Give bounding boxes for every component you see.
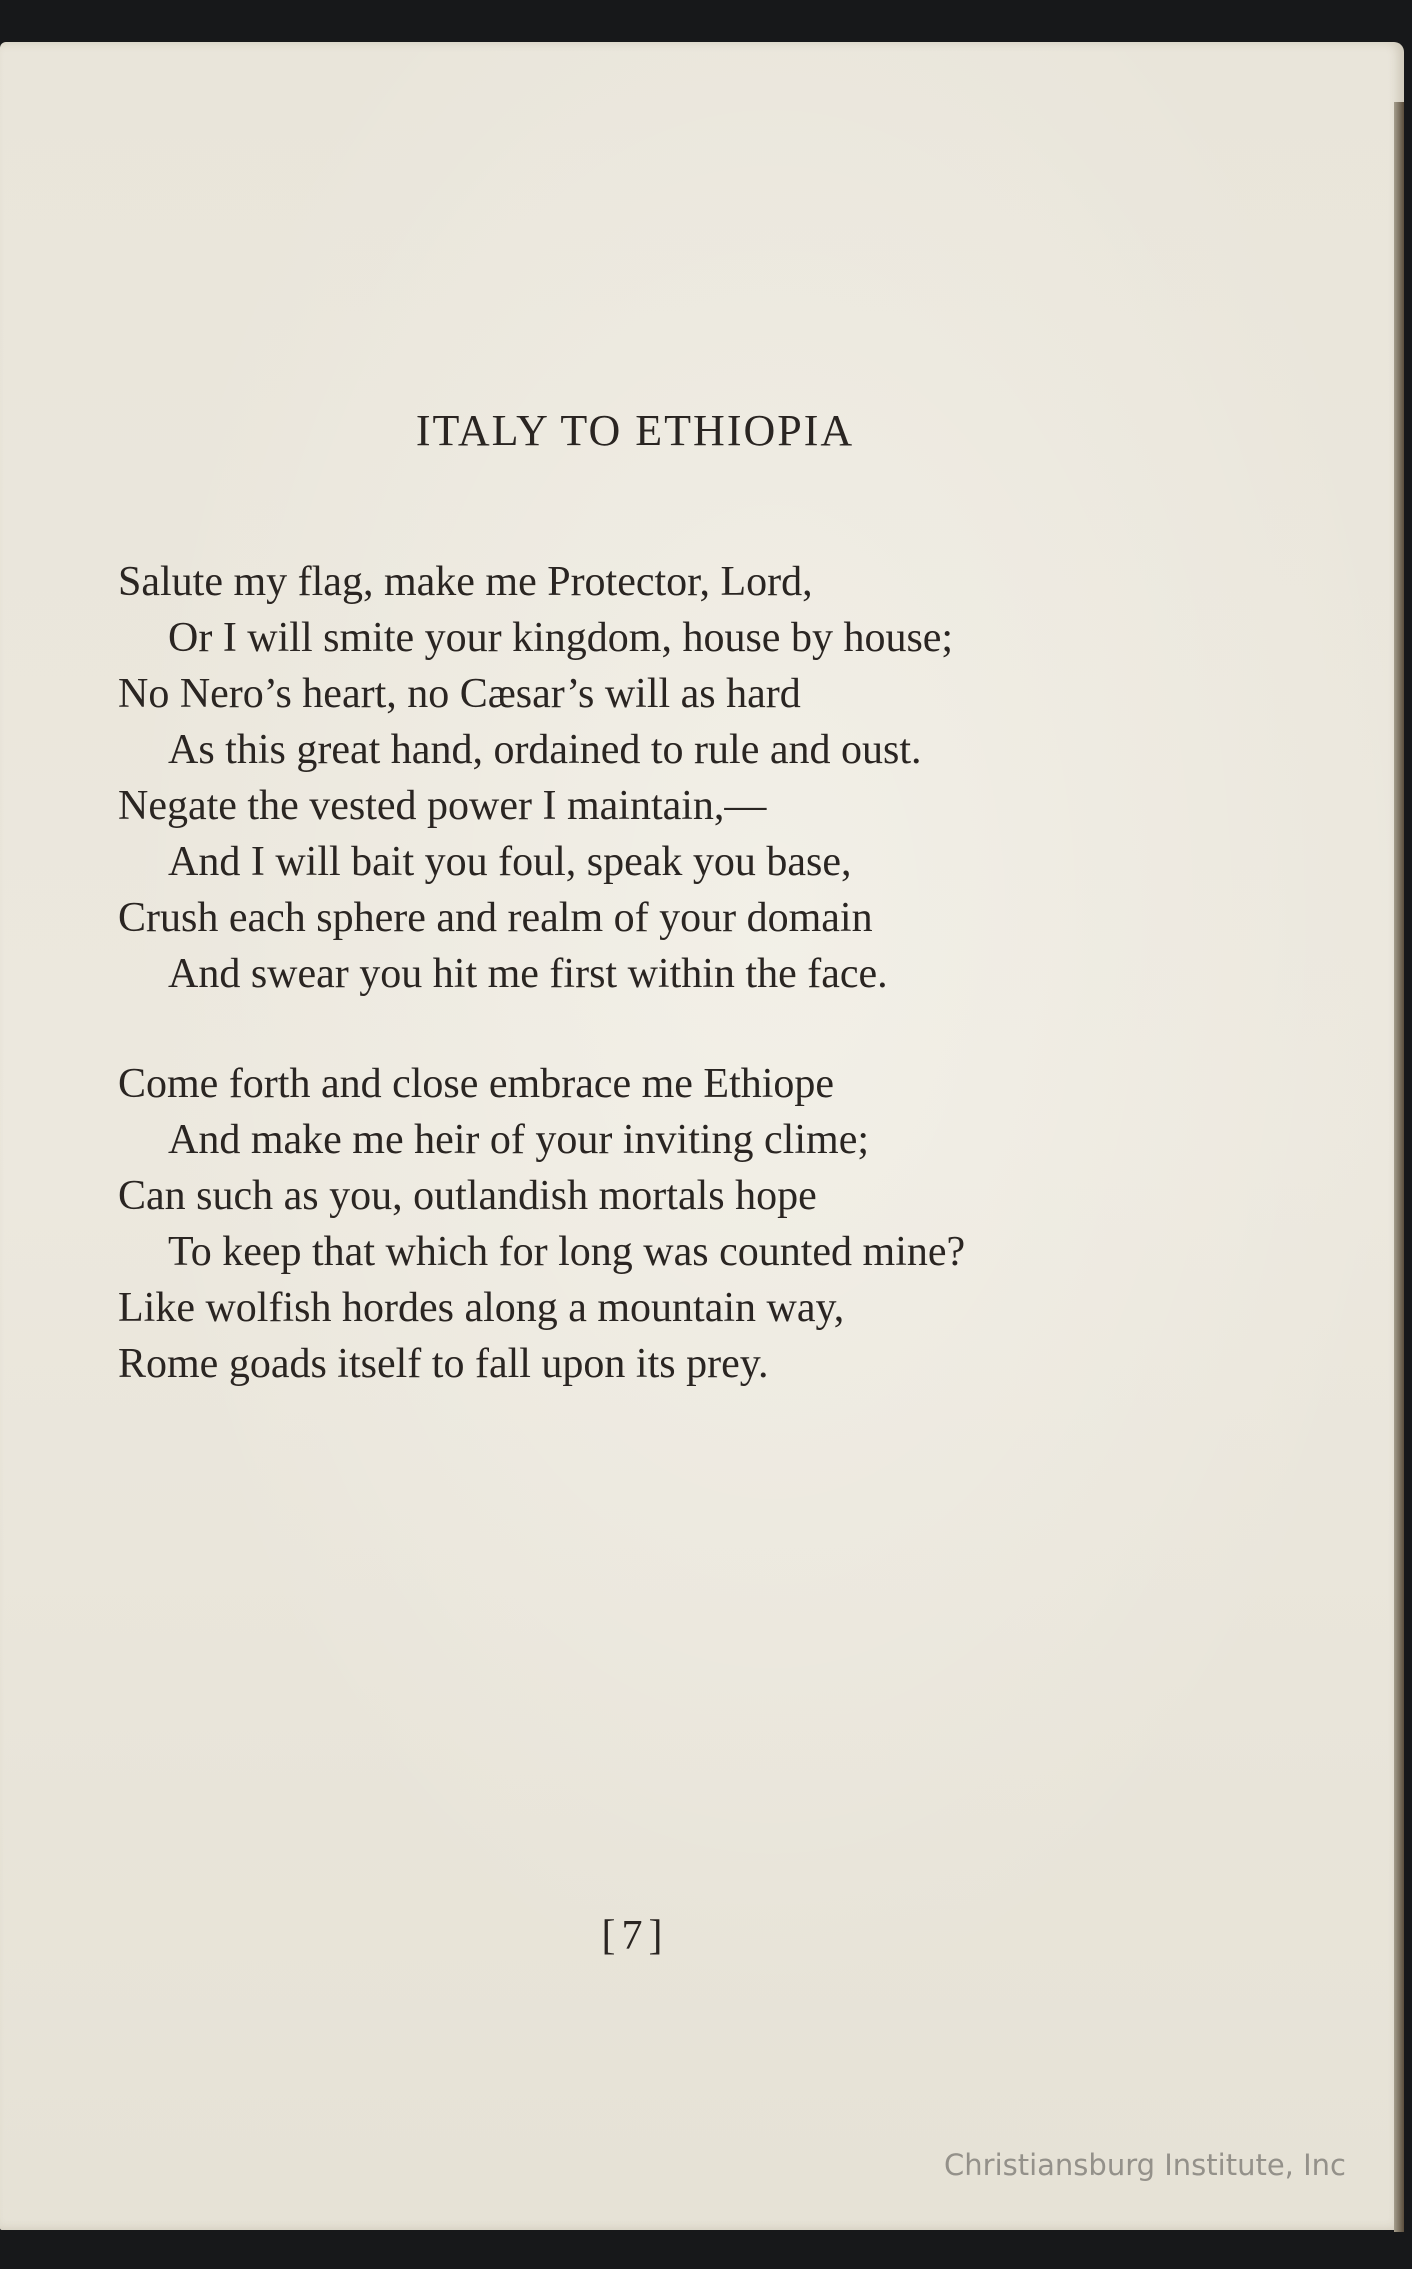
poem-line: Salute my flag, make me Protector, Lord,: [118, 559, 813, 605]
poem-line: Come forth and close embrace me Ethiope: [118, 1061, 835, 1107]
poem-line: And swear you hit me first within the face.: [168, 951, 888, 997]
stanza-2: [118, 1056, 965, 1392]
poem-line: Or I will smite your kingdom, house by house;: [168, 615, 954, 661]
poem-line: And make me heir of your inviting clime;: [168, 1117, 869, 1163]
poem-line: No Nero’s heart, no Cæsar’s will as hard: [118, 671, 801, 717]
poem-line: To keep that which for long was counted mine?: [168, 1229, 966, 1275]
poem-line: Crush each sphere and realm of your domain: [118, 895, 873, 941]
page-number: [7]: [601, 1913, 669, 1959]
poem-line: Can such as you, outlandish mortals hope: [118, 1173, 817, 1219]
page-edge: [1394, 102, 1404, 2232]
poem-line: Rome goads itself to fall upon its prey.: [118, 1341, 769, 1387]
watermark: Christiansburg Institute, Inc: [944, 2148, 1346, 2182]
poem-title: ITALY TO ETHIOPIA: [415, 406, 855, 455]
stanza-1: [118, 554, 953, 1002]
poem-line: Negate the vested power I maintain,—: [118, 783, 767, 829]
poem-line: Like wolfish hordes along a mountain way,: [118, 1285, 845, 1331]
poem-line: And I will bait you foul, speak you base,: [168, 839, 852, 885]
book-page: [0, 42, 1404, 2230]
poem-line: As this great hand, ordained to rule and oust.: [168, 727, 922, 773]
